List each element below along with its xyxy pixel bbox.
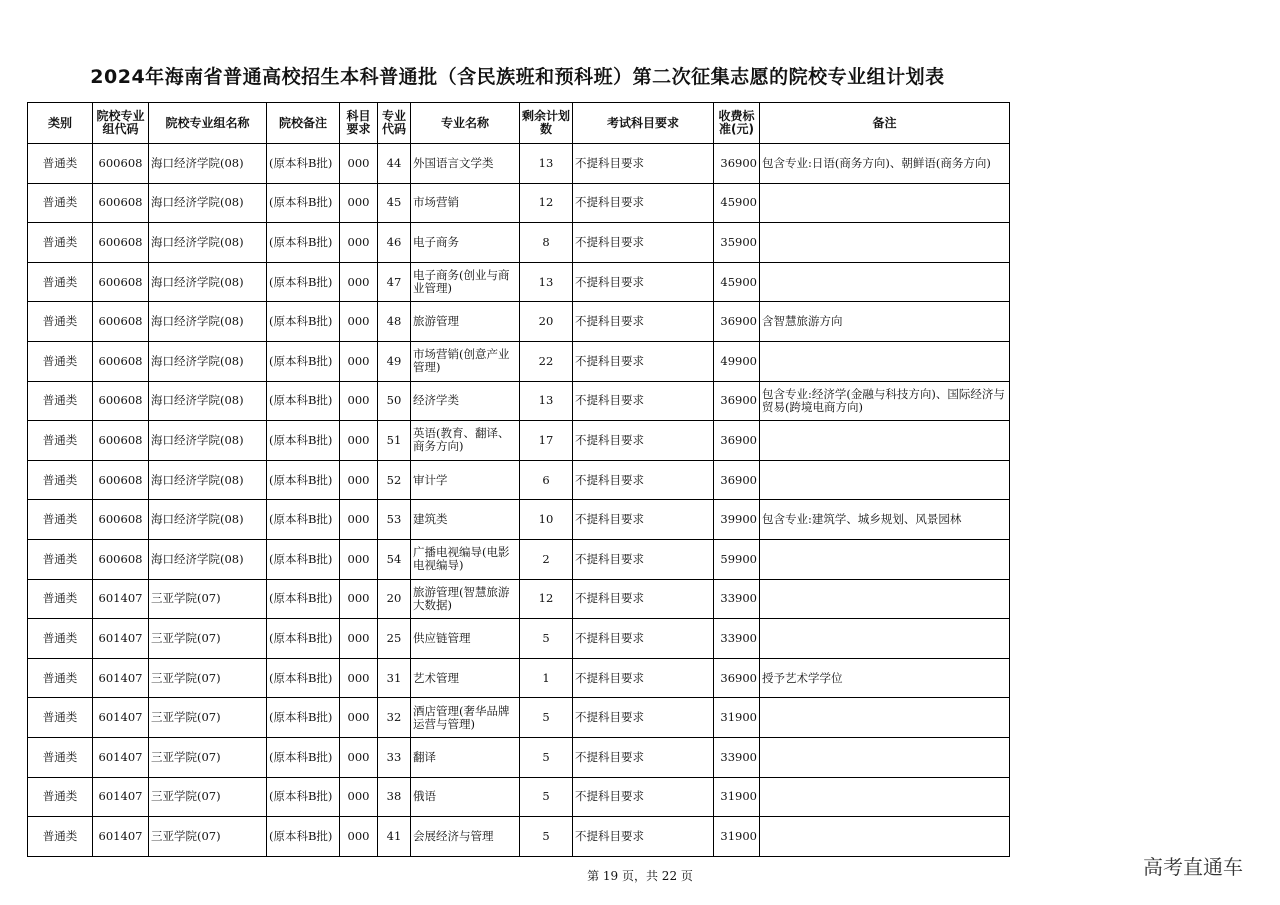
cell-group-code: 600608 xyxy=(93,421,149,461)
cell-fee: 33900 xyxy=(714,737,760,777)
cell-remark xyxy=(760,262,1010,302)
cell-school-note: (原本科B批) xyxy=(267,817,340,857)
cell-category: 普通类 xyxy=(28,262,93,302)
cell-group-code: 601407 xyxy=(93,698,149,738)
cell-remaining: 5 xyxy=(520,619,573,659)
cell-fee: 36900 xyxy=(714,381,760,421)
cell-exam-req: 不提科目要求 xyxy=(573,539,714,579)
cell-exam-req: 不提科目要求 xyxy=(573,341,714,381)
cell-group-code: 601407 xyxy=(93,579,149,619)
cell-major-code: 38 xyxy=(378,777,411,817)
cell-fee: 31900 xyxy=(714,817,760,857)
cell-major-name: 电子商务 xyxy=(411,223,520,263)
cell-group-code: 600608 xyxy=(93,341,149,381)
cell-fee: 31900 xyxy=(714,777,760,817)
cell-major-code: 51 xyxy=(378,421,411,461)
cell-remark xyxy=(760,223,1010,263)
cell-exam-req: 不提科目要求 xyxy=(573,223,714,263)
cell-major-code: 31 xyxy=(378,658,411,698)
table-row xyxy=(28,460,1010,500)
cell-remark xyxy=(760,421,1010,461)
cell-major-code: 44 xyxy=(378,144,411,184)
cell-school-note: (原本科B批) xyxy=(267,381,340,421)
cell-major-name: 艺术管理 xyxy=(411,658,520,698)
cell-group-code: 600608 xyxy=(93,381,149,421)
cell-fee: 36900 xyxy=(714,421,760,461)
page-number: 第 19 页，共 22 页 xyxy=(587,869,693,883)
cell-major-code: 25 xyxy=(378,619,411,659)
cell-subject-req: 000 xyxy=(340,302,378,342)
cell-group-code: 600608 xyxy=(93,460,149,500)
cell-remaining: 12 xyxy=(520,183,573,223)
cell-school-note: (原本科B批) xyxy=(267,658,340,698)
cell-group-code: 600608 xyxy=(93,183,149,223)
cell-group-code: 601407 xyxy=(93,817,149,857)
cell-remaining: 12 xyxy=(520,579,573,619)
cell-category: 普通类 xyxy=(28,144,93,184)
cell-category: 普通类 xyxy=(28,579,93,619)
cell-remaining: 22 xyxy=(520,341,573,381)
cell-remaining: 5 xyxy=(520,817,573,857)
cell-exam-req: 不提科目要求 xyxy=(573,460,714,500)
header-exam-req: 考试科目要求 xyxy=(573,103,714,144)
cell-remark xyxy=(760,183,1010,223)
cell-major-code: 50 xyxy=(378,381,411,421)
cell-exam-req: 不提科目要求 xyxy=(573,500,714,540)
document-title: 2024年海南省普通高校招生本科普通批（含民族班和预科班）第二次征集志愿的院校专业组计划表 xyxy=(90,66,945,88)
cell-remaining: 20 xyxy=(520,302,573,342)
cell-school-note: (原本科B批) xyxy=(267,302,340,342)
table-row xyxy=(28,183,1010,223)
cell-group-code: 600608 xyxy=(93,500,149,540)
cell-school-note: (原本科B批) xyxy=(267,341,340,381)
cell-category: 普通类 xyxy=(28,460,93,500)
cell-remaining: 13 xyxy=(520,381,573,421)
cell-category: 普通类 xyxy=(28,737,93,777)
cell-major-code: 48 xyxy=(378,302,411,342)
table-row xyxy=(28,262,1010,302)
table-body xyxy=(28,144,1010,857)
cell-group-code: 601407 xyxy=(93,737,149,777)
cell-group-name: 三亚学院(07) xyxy=(149,698,267,738)
cell-group-code: 600608 xyxy=(93,302,149,342)
cell-major-name: 经济学类 xyxy=(411,381,520,421)
cell-subject-req: 000 xyxy=(340,223,378,263)
cell-major-name: 酒店管理(奢华品牌运营与管理) xyxy=(411,698,520,738)
cell-exam-req: 不提科目要求 xyxy=(573,144,714,184)
cell-major-name: 电子商务(创业与商业管理) xyxy=(411,262,520,302)
cell-fee: 36900 xyxy=(714,144,760,184)
header-school-note: 院校备注 xyxy=(267,103,340,144)
cell-group-name: 海口经济学院(08) xyxy=(149,144,267,184)
cell-group-code: 600608 xyxy=(93,262,149,302)
cell-fee: 36900 xyxy=(714,302,760,342)
cell-exam-req: 不提科目要求 xyxy=(573,658,714,698)
cell-category: 普通类 xyxy=(28,777,93,817)
cell-group-name: 海口经济学院(08) xyxy=(149,262,267,302)
cell-major-code: 41 xyxy=(378,817,411,857)
cell-group-name: 海口经济学院(08) xyxy=(149,302,267,342)
cell-exam-req: 不提科目要求 xyxy=(573,817,714,857)
cell-school-note: (原本科B批) xyxy=(267,698,340,738)
cell-fee: 33900 xyxy=(714,579,760,619)
cell-major-code: 52 xyxy=(378,460,411,500)
cell-subject-req: 000 xyxy=(340,579,378,619)
cell-school-note: (原本科B批) xyxy=(267,539,340,579)
cell-category: 普通类 xyxy=(28,223,93,263)
table-row xyxy=(28,500,1010,540)
cell-subject-req: 000 xyxy=(340,460,378,500)
cell-exam-req: 不提科目要求 xyxy=(573,262,714,302)
table-row xyxy=(28,223,1010,263)
table-row xyxy=(28,539,1010,579)
cell-remark: 包含专业:建筑学、城乡规划、风景园林 xyxy=(760,500,1010,540)
cell-group-name: 海口经济学院(08) xyxy=(149,183,267,223)
cell-major-code: 32 xyxy=(378,698,411,738)
table-row xyxy=(28,777,1010,817)
cell-fee: 36900 xyxy=(714,460,760,500)
cell-group-name: 海口经济学院(08) xyxy=(149,381,267,421)
cell-group-name: 海口经济学院(08) xyxy=(149,539,267,579)
cell-exam-req: 不提科目要求 xyxy=(573,698,714,738)
cell-category: 普通类 xyxy=(28,341,93,381)
cell-category: 普通类 xyxy=(28,421,93,461)
header-fee: 收费标准(元) xyxy=(714,103,760,144)
cell-subject-req: 000 xyxy=(340,421,378,461)
cell-school-note: (原本科B批) xyxy=(267,619,340,659)
cell-major-code: 20 xyxy=(378,579,411,619)
cell-group-code: 601407 xyxy=(93,658,149,698)
table-row xyxy=(28,302,1010,342)
cell-fee: 39900 xyxy=(714,500,760,540)
cell-major-code: 47 xyxy=(378,262,411,302)
table-row xyxy=(28,579,1010,619)
cell-remaining: 17 xyxy=(520,421,573,461)
cell-subject-req: 000 xyxy=(340,539,378,579)
cell-group-name: 三亚学院(07) xyxy=(149,619,267,659)
cell-remaining: 2 xyxy=(520,539,573,579)
cell-fee: 45900 xyxy=(714,183,760,223)
cell-remark: 授予艺术学学位 xyxy=(760,658,1010,698)
cell-category: 普通类 xyxy=(28,183,93,223)
cell-group-name: 海口经济学院(08) xyxy=(149,421,267,461)
cell-fee: 59900 xyxy=(714,539,760,579)
cell-school-note: (原本科B批) xyxy=(267,460,340,500)
cell-subject-req: 000 xyxy=(340,658,378,698)
cell-remaining: 1 xyxy=(520,658,573,698)
cell-school-note: (原本科B批) xyxy=(267,223,340,263)
cell-major-name: 旅游管理(智慧旅游大数据) xyxy=(411,579,520,619)
cell-major-name: 广播电视编导(电影电视编导) xyxy=(411,539,520,579)
cell-subject-req: 000 xyxy=(340,777,378,817)
cell-major-name: 会展经济与管理 xyxy=(411,817,520,857)
cell-remaining: 5 xyxy=(520,777,573,817)
cell-exam-req: 不提科目要求 xyxy=(573,737,714,777)
cell-category: 普通类 xyxy=(28,381,93,421)
cell-fee: 31900 xyxy=(714,698,760,738)
cell-major-name: 外国语言文学类 xyxy=(411,144,520,184)
cell-major-name: 英语(教育、翻译、商务方向) xyxy=(411,421,520,461)
table-row xyxy=(28,658,1010,698)
table-row xyxy=(28,619,1010,659)
cell-fee: 49900 xyxy=(714,341,760,381)
header-remaining: 剩余计划数 xyxy=(520,103,573,144)
cell-remark xyxy=(760,539,1010,579)
cell-group-name: 海口经济学院(08) xyxy=(149,500,267,540)
table-row xyxy=(28,698,1010,738)
cell-remark: 包含专业:经济学(金融与科技方向)、国际经济与贸易(跨境电商方向) xyxy=(760,381,1010,421)
cell-subject-req: 000 xyxy=(340,500,378,540)
cell-remaining: 10 xyxy=(520,500,573,540)
cell-group-name: 海口经济学院(08) xyxy=(149,341,267,381)
table-row xyxy=(28,341,1010,381)
cell-subject-req: 000 xyxy=(340,144,378,184)
plan-table xyxy=(27,102,1010,857)
cell-major-code: 33 xyxy=(378,737,411,777)
cell-subject-req: 000 xyxy=(340,341,378,381)
cell-category: 普通类 xyxy=(28,539,93,579)
cell-remaining: 5 xyxy=(520,737,573,777)
watermark: 高考直通车 xyxy=(1143,855,1243,879)
cell-group-name: 海口经济学院(08) xyxy=(149,460,267,500)
cell-remark xyxy=(760,460,1010,500)
cell-exam-req: 不提科目要求 xyxy=(573,381,714,421)
cell-major-name: 供应链管理 xyxy=(411,619,520,659)
cell-subject-req: 000 xyxy=(340,698,378,738)
cell-major-name: 旅游管理 xyxy=(411,302,520,342)
cell-remark: 包含专业:日语(商务方向)、朝鲜语(商务方向) xyxy=(760,144,1010,184)
cell-group-code: 600608 xyxy=(93,144,149,184)
cell-subject-req: 000 xyxy=(340,381,378,421)
cell-group-name: 三亚学院(07) xyxy=(149,579,267,619)
cell-remaining: 8 xyxy=(520,223,573,263)
cell-subject-req: 000 xyxy=(340,262,378,302)
cell-group-code: 601407 xyxy=(93,777,149,817)
cell-major-code: 53 xyxy=(378,500,411,540)
cell-major-code: 45 xyxy=(378,183,411,223)
cell-category: 普通类 xyxy=(28,658,93,698)
cell-exam-req: 不提科目要求 xyxy=(573,421,714,461)
cell-remark xyxy=(760,341,1010,381)
header-remark: 备注 xyxy=(760,103,1010,144)
table-header-row xyxy=(28,103,1010,144)
cell-remark xyxy=(760,737,1010,777)
cell-school-note: (原本科B批) xyxy=(267,183,340,223)
cell-group-code: 600608 xyxy=(93,539,149,579)
table-row xyxy=(28,817,1010,857)
cell-fee: 35900 xyxy=(714,223,760,263)
table-row xyxy=(28,737,1010,777)
cell-school-note: (原本科B批) xyxy=(267,262,340,302)
cell-group-name: 三亚学院(07) xyxy=(149,817,267,857)
cell-group-name: 三亚学院(07) xyxy=(149,737,267,777)
cell-remaining: 6 xyxy=(520,460,573,500)
cell-major-code: 54 xyxy=(378,539,411,579)
cell-subject-req: 000 xyxy=(340,183,378,223)
table-row xyxy=(28,381,1010,421)
cell-category: 普通类 xyxy=(28,619,93,659)
cell-school-note: (原本科B批) xyxy=(267,737,340,777)
cell-remark xyxy=(760,619,1010,659)
cell-major-name: 市场营销 xyxy=(411,183,520,223)
cell-exam-req: 不提科目要求 xyxy=(573,579,714,619)
cell-remaining: 5 xyxy=(520,698,573,738)
cell-school-note: (原本科B批) xyxy=(267,144,340,184)
cell-subject-req: 000 xyxy=(340,619,378,659)
header-subject-req: 科目要求 xyxy=(340,103,378,144)
cell-remark xyxy=(760,817,1010,857)
cell-school-note: (原本科B批) xyxy=(267,777,340,817)
cell-remark xyxy=(760,698,1010,738)
cell-group-name: 三亚学院(07) xyxy=(149,658,267,698)
cell-major-code: 46 xyxy=(378,223,411,263)
cell-exam-req: 不提科目要求 xyxy=(573,183,714,223)
cell-major-code: 49 xyxy=(378,341,411,381)
cell-school-note: (原本科B批) xyxy=(267,421,340,461)
cell-remark xyxy=(760,579,1010,619)
cell-school-note: (原本科B批) xyxy=(267,579,340,619)
cell-major-name: 翻译 xyxy=(411,737,520,777)
cell-major-name: 市场营销(创意产业管理) xyxy=(411,341,520,381)
header-category: 类别 xyxy=(28,103,93,144)
cell-fee: 36900 xyxy=(714,658,760,698)
header-group-code: 院校专业组代码 xyxy=(93,103,149,144)
cell-fee: 33900 xyxy=(714,619,760,659)
cell-subject-req: 000 xyxy=(340,817,378,857)
cell-remaining: 13 xyxy=(520,262,573,302)
cell-exam-req: 不提科目要求 xyxy=(573,619,714,659)
cell-group-name: 三亚学院(07) xyxy=(149,777,267,817)
cell-remark: 含智慧旅游方向 xyxy=(760,302,1010,342)
cell-subject-req: 000 xyxy=(340,737,378,777)
cell-group-code: 601407 xyxy=(93,619,149,659)
cell-fee: 45900 xyxy=(714,262,760,302)
header-major-name: 专业名称 xyxy=(411,103,520,144)
cell-major-name: 俄语 xyxy=(411,777,520,817)
cell-group-code: 600608 xyxy=(93,223,149,263)
cell-category: 普通类 xyxy=(28,817,93,857)
table-row xyxy=(28,144,1010,184)
cell-category: 普通类 xyxy=(28,302,93,342)
table-row xyxy=(28,421,1010,461)
cell-remaining: 13 xyxy=(520,144,573,184)
cell-exam-req: 不提科目要求 xyxy=(573,777,714,817)
cell-major-name: 审计学 xyxy=(411,460,520,500)
cell-group-name: 海口经济学院(08) xyxy=(149,223,267,263)
cell-remark xyxy=(760,777,1010,817)
cell-major-name: 建筑类 xyxy=(411,500,520,540)
header-major-code: 专业代码 xyxy=(378,103,411,144)
cell-category: 普通类 xyxy=(28,500,93,540)
cell-exam-req: 不提科目要求 xyxy=(573,302,714,342)
header-group-name: 院校专业组名称 xyxy=(149,103,267,144)
cell-category: 普通类 xyxy=(28,698,93,738)
cell-school-note: (原本科B批) xyxy=(267,500,340,540)
